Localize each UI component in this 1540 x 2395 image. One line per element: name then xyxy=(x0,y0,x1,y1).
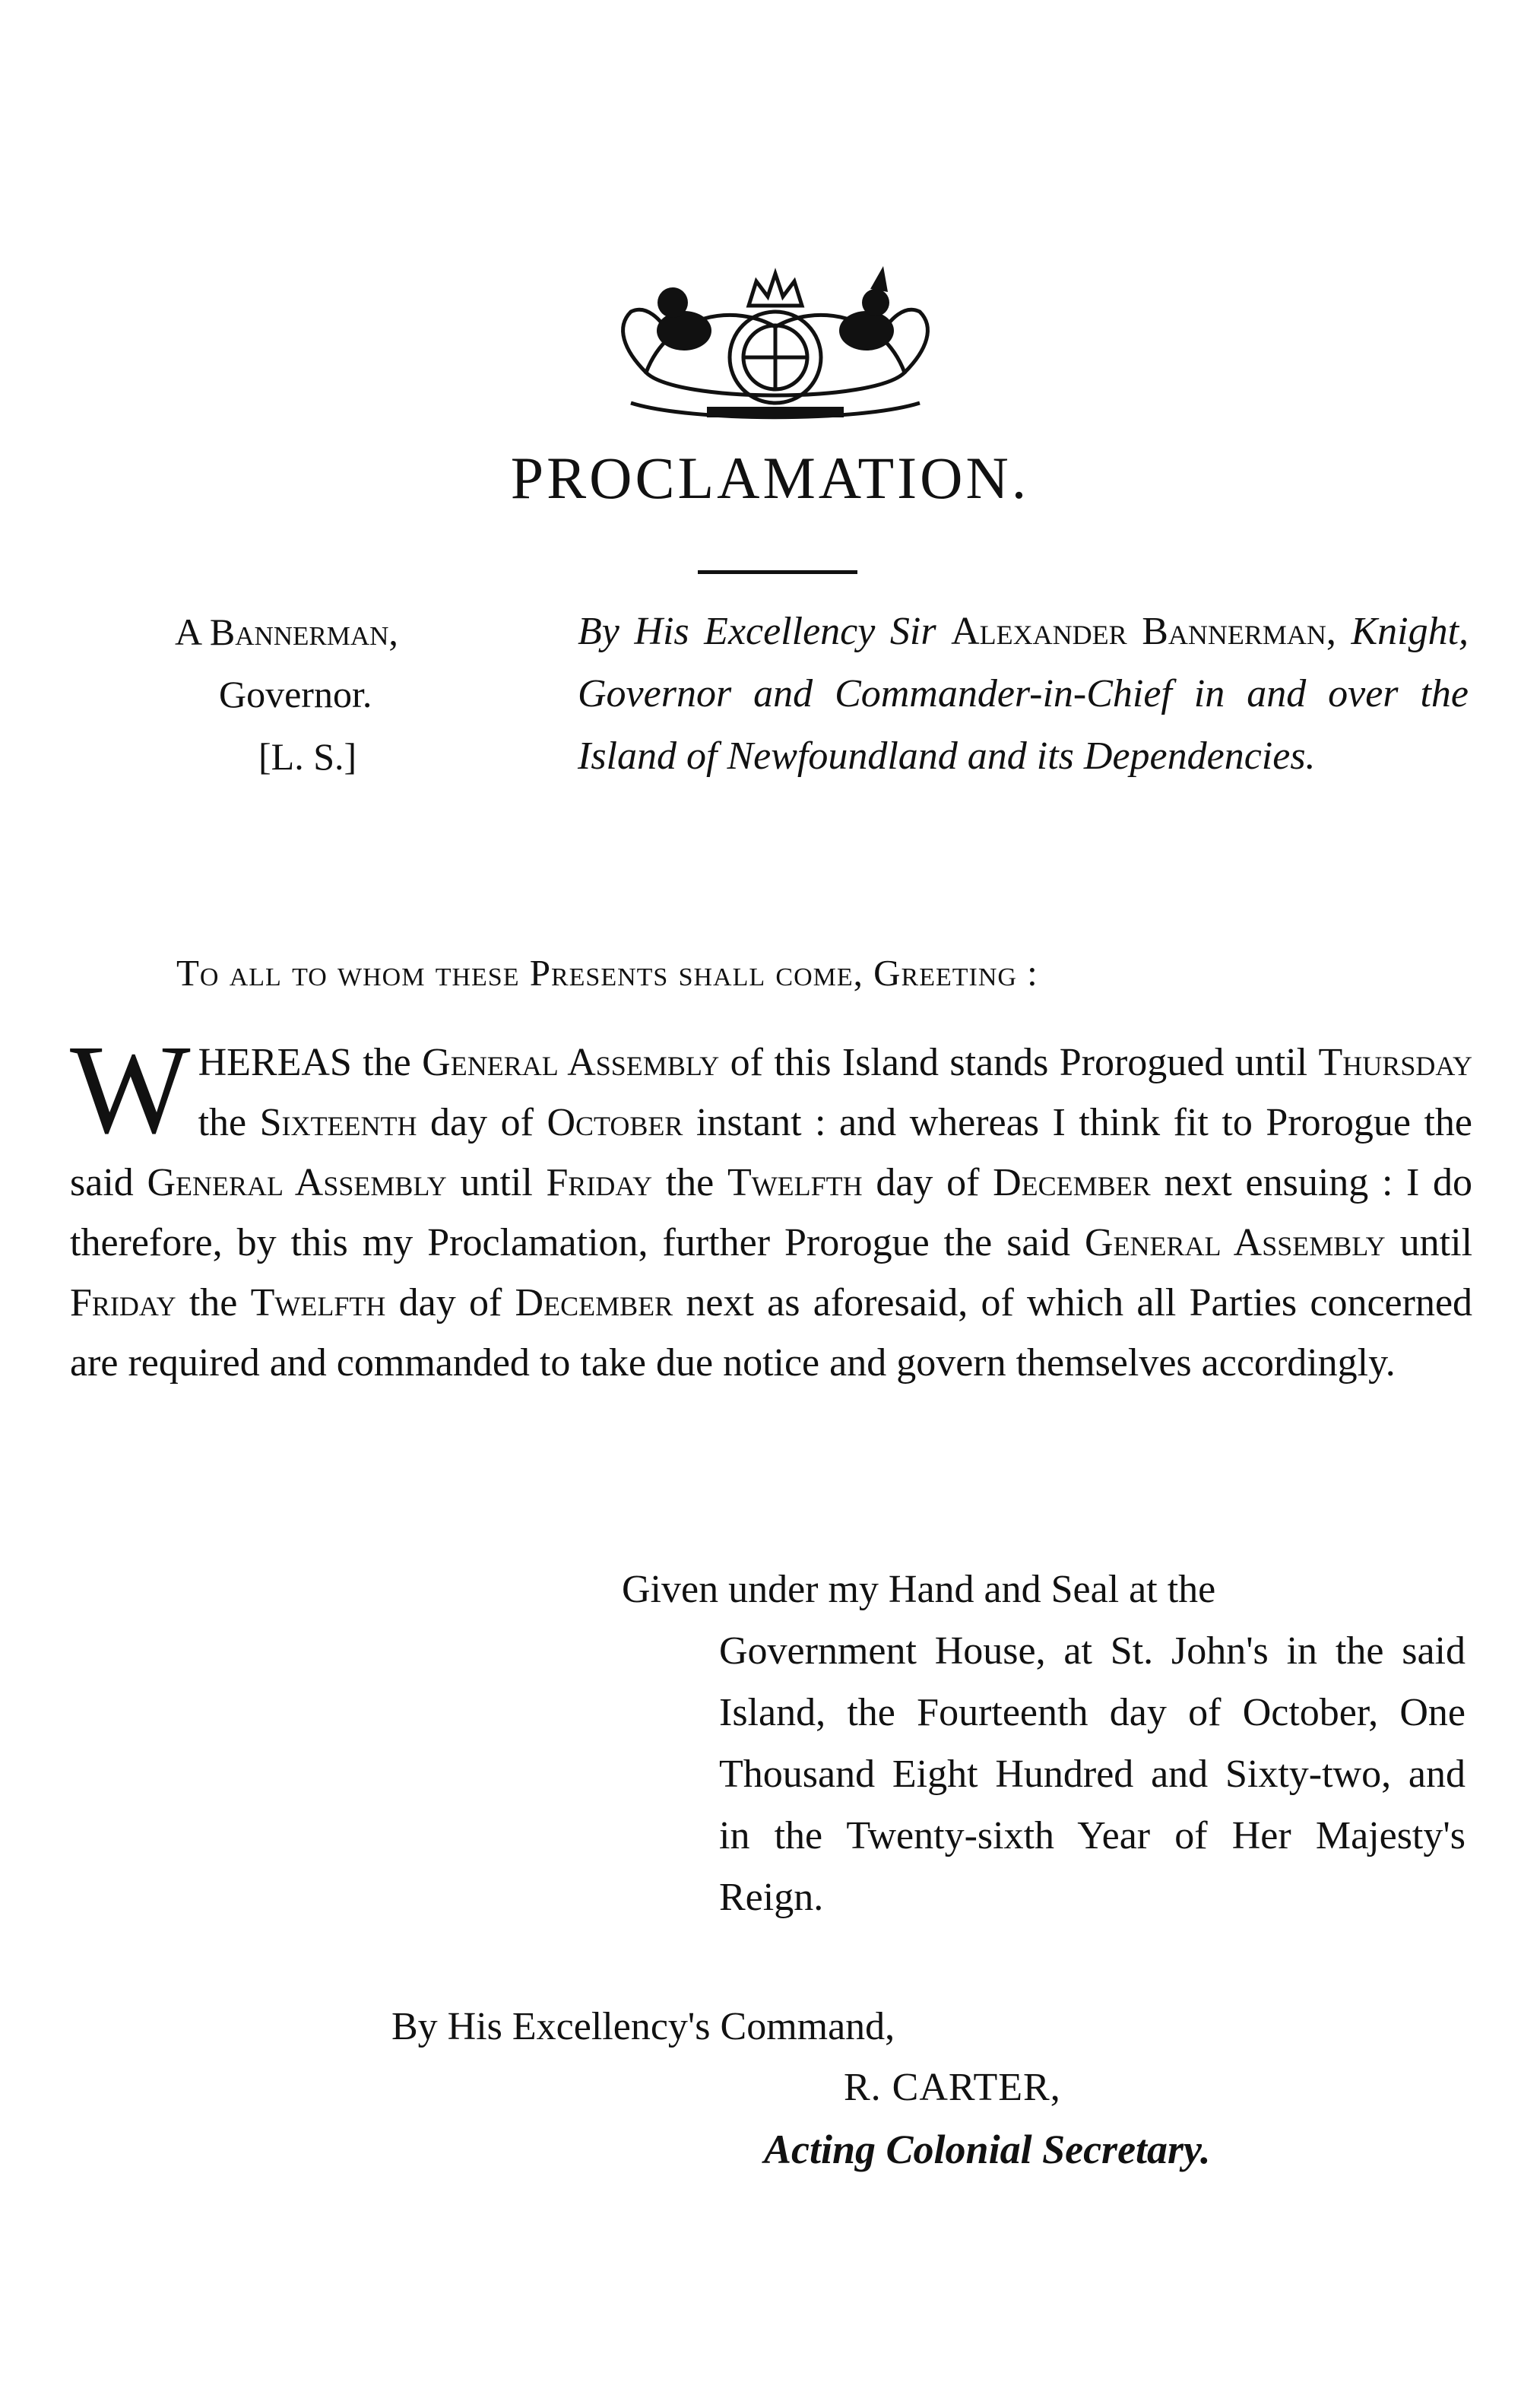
body-text: Friday xyxy=(546,1161,653,1204)
governor-role: Governor. xyxy=(219,673,372,715)
title-divider xyxy=(698,570,857,574)
command-line: By His Excellency's Command, xyxy=(391,2005,895,2048)
body-text: Twelfth xyxy=(250,1281,386,1324)
style-name: Alexander Bannerman, xyxy=(951,610,1336,653)
body-text: December xyxy=(993,1161,1151,1204)
body-text: December xyxy=(515,1281,673,1324)
proclamation-body xyxy=(70,1019,1473,1393)
seal-mark: [L. S.] xyxy=(258,735,357,778)
body-text: General Assembly xyxy=(1084,1221,1386,1264)
governor-signature-block xyxy=(137,601,532,788)
body-text: day of xyxy=(430,1101,534,1144)
signer-office: Acting Colonial Secretary. xyxy=(764,2127,1211,2172)
body-text: Friday xyxy=(70,1281,176,1324)
royal-coat-of-arms-icon xyxy=(600,259,950,426)
body-text: day of xyxy=(398,1281,502,1324)
greeting-line: To all to whom these Presents shall come, Greeting : xyxy=(176,952,1038,994)
body-text: General Assembly xyxy=(147,1161,447,1204)
page-title: PROCLAMATION. xyxy=(510,445,1030,511)
style-by: By His Excellency Sir xyxy=(578,610,936,653)
body-text: day of xyxy=(876,1161,980,1204)
body-text: HEREAS the xyxy=(198,1041,411,1084)
body-text: Thursday xyxy=(1318,1041,1473,1084)
signer-name: R. CARTER, xyxy=(844,2066,1061,2109)
body-text: instant : and whereas I think fit to Prorogue the said xyxy=(70,1101,1473,1204)
body-text: next as aforesaid, of which all Parties concerned are required and commanded to take due notice and govern themselves accordingly. xyxy=(70,1281,1473,1385)
governor-style-block xyxy=(578,601,1469,788)
governor-name: A Bannerman, xyxy=(175,611,398,653)
given-first-line: Given under my Hand and Seal at the xyxy=(622,1568,1216,1611)
body-text: Sixteenth xyxy=(259,1101,417,1144)
body-text: the xyxy=(665,1161,715,1204)
body-text: the xyxy=(189,1281,238,1324)
body-text: the xyxy=(198,1101,247,1144)
body-text: until xyxy=(460,1161,533,1204)
given-rest: Government House, at St. John's in the said Island, the Fourteenth day of October, One Thousand Eight Hundred and Sixty-two, and in the Twenty-sixth Year of Her Majesty's Reign. xyxy=(719,1629,1466,1919)
body-text: next ensuing : I do therefore, by this my Proclamation, further Prorogue the said xyxy=(70,1161,1473,1264)
body-text: October xyxy=(547,1101,683,1144)
body-text: General Assembly xyxy=(422,1041,720,1084)
given-under-hand-block xyxy=(622,1559,1466,1928)
body-text: of this Island stands Prorogued until xyxy=(730,1041,1308,1084)
body-text: Twelfth xyxy=(727,1161,863,1204)
style-title: Knight, Governor and Commander-in-Chief in and over the Island of Newfoundland and its Dependencies. xyxy=(578,610,1469,778)
body-text: until xyxy=(1399,1221,1473,1264)
drop-cap: W xyxy=(70,1019,191,1160)
